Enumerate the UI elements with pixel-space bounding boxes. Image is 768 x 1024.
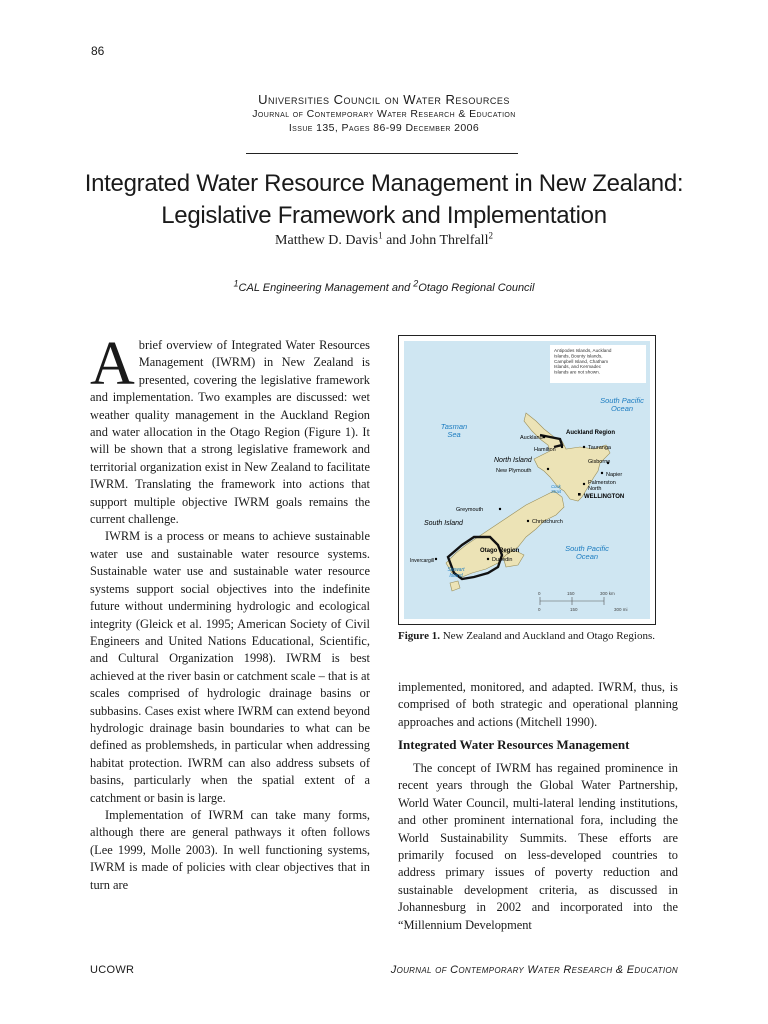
figure-caption-text: New Zealand and Auckland and Otago Regions. <box>439 630 656 642</box>
author-line <box>0 230 768 249</box>
figure-caption-label: Figure 1. <box>398 630 440 642</box>
left-column <box>90 330 370 894</box>
masthead-issue: Issue 135, Pages 86-99 December 2006 <box>288 122 480 134</box>
journal-masthead <box>0 92 768 135</box>
hamilton-marker <box>561 446 563 448</box>
greymouth-marker <box>499 508 501 510</box>
christchurch-label: Christchurch <box>532 519 563 525</box>
napier-label: Napier <box>606 472 623 478</box>
new-plymouth-marker <box>547 468 549 470</box>
auckland-label: Auckland <box>520 435 543 441</box>
masthead-divider <box>246 153 518 154</box>
stewart-island-label: Stewart Island <box>447 567 465 579</box>
south-island-label: South Island <box>424 520 463 527</box>
ocean-label-south: South Pacific Ocean <box>565 544 609 561</box>
title-line-2: Legislative Framework and Implementation <box>161 202 607 229</box>
map-note: Antipodes Islands, Auckland Islands, Bounty Islands, Campbell Island, Chatham Islands, and Kermadec Islands are not shown. <box>554 348 612 375</box>
north-island-label: North Island <box>494 457 532 464</box>
author-2: and John Threlfall <box>382 233 489 248</box>
napier-marker <box>601 472 603 474</box>
abstract-paragraph: brief overview of Integrated Water Resources Management (IWRM) in New Zealand is presented, covering the legislative framework and implementation. Two examples are discussed: wet weather quality management in the Auckland Region and water allocation in the Otago Region (Figure 1). It will be shown that a strong legislative framework and territorial organization exist in New Zealand to facilitate IWRM. Translating the framework into actions that support multiple objective IWRM goals remains the current challenge. <box>90 338 370 527</box>
auckland-marker <box>543 436 546 439</box>
palmerston-north-label: Palmerston North <box>588 480 616 492</box>
footer-journal: Journal of Contemporary Water Research & Education <box>390 964 678 976</box>
new-zealand-map <box>404 341 650 619</box>
body-paragraph-1: IWRM is a process or means to achieve sustainable water use and sustainable water resource systems. Sustainable water use and sustainable water resource systems support social objectives into the indefinite future without undermining hydrologic and ecological integrity (Gleick et al. 1995; American Society of Civil Engineers and United Nations Educational, Scientific, and Cultural Organization 1998). IWRM is best achieved at the river basin or catchment scale – that is at scales comprised of hydrologic drainage basins or subbasins. Cases exist where IWRM can extend beyond hydrologic drainage basin boundaries to what can be defined as problemsheds, in particular when addressing habitat protection. IWRM can also address subsets of basins, particularly when the spatial extent of a catchment or basin is large. <box>90 529 370 805</box>
cook-strait-label: Cook Strait <box>551 484 561 494</box>
christchurch-marker <box>527 520 529 522</box>
title-line-1: Integrated Water Resource Management in New Zealand: <box>84 170 684 197</box>
hamilton-label: Hamilton <box>534 447 556 453</box>
affil-1: CAL Engineering Management and <box>238 282 414 294</box>
svg-text:300 mi: 300 mi <box>614 607 628 612</box>
figure-caption <box>398 628 658 645</box>
body-paragraph-2: Implementation of IWRM can take many forms, although there are general pathways it often follows (Lee 1999, Molle 2003). In well functioning systems, IWRM is made of policies with clear objectives that in turn are <box>90 807 370 892</box>
section-heading: Integrated Water Resources Management <box>398 737 630 752</box>
auckland-region-label: Auckland Region <box>566 430 616 436</box>
svg-text:0: 0 <box>538 591 541 596</box>
dunedin-label: Dunedin <box>492 557 513 563</box>
invercargill-marker <box>435 558 437 560</box>
masthead-org: Universities Council on Water Resources <box>258 92 510 107</box>
svg-text:300 km: 300 km <box>600 591 615 596</box>
otago-region-label: Otago Region <box>480 548 520 554</box>
page-number: 86 <box>91 44 105 58</box>
figure-1 <box>398 335 656 625</box>
new-plymouth-label: New Plymouth <box>496 468 532 474</box>
right-column-body <box>398 760 678 934</box>
tauranga-label: Tauranga <box>588 445 611 451</box>
right-paragraph-1: implemented, monitored, and adapted. IWRM, thus, is comprised of both strategic and operational planning approaches and actions (Mitchell 1990). <box>398 680 678 729</box>
greymouth-label: Greymouth <box>456 507 484 513</box>
affiliation-line <box>0 278 768 294</box>
footer-org: UCOWR <box>90 964 135 976</box>
palmerston-north-marker <box>583 483 585 485</box>
wellington-label: WELLINGTON <box>584 494 625 500</box>
drop-cap: A <box>90 330 135 398</box>
gisborne-label: Gisborne <box>588 459 611 465</box>
right-paragraph-2: The concept of IWRM has regained prominence in recent years through the Global Water Partnership, World Water Council, multi-lateral lending institutions, and other prominent international fora, including the World Sustainability Summits. These efforts are primarily focused on less-developed countries to address primary issues of poverty reduction and sustainable development criteria, as discussed in Johannesburg in 2002 and incorporated into the “Millennium Development <box>398 761 678 932</box>
masthead-journal: Journal of Contemporary Water Research & Education <box>252 108 516 120</box>
svg-text:150: 150 <box>570 607 578 612</box>
tauranga-marker <box>583 446 585 448</box>
affil-2-marker: 2 <box>413 278 419 289</box>
affil-2: Otago Regional Council <box>418 282 535 294</box>
ocean-label-north: South Pacific Ocean <box>600 396 644 413</box>
author-1-marker: 1 <box>378 230 383 241</box>
author-1: Matthew D. Davis <box>275 233 379 248</box>
svg-text:150: 150 <box>567 591 575 596</box>
paper-title <box>40 168 728 232</box>
invercargill-label: Invercargill <box>410 558 435 564</box>
wellington-marker <box>578 493 581 496</box>
affil-1-marker: 1 <box>233 278 239 289</box>
tasman-sea-label: Tasman Sea <box>440 422 468 439</box>
dunedin-marker <box>487 558 489 560</box>
svg-text:0: 0 <box>538 607 541 612</box>
author-2-marker: 2 <box>488 230 493 241</box>
right-column-top <box>398 679 678 731</box>
